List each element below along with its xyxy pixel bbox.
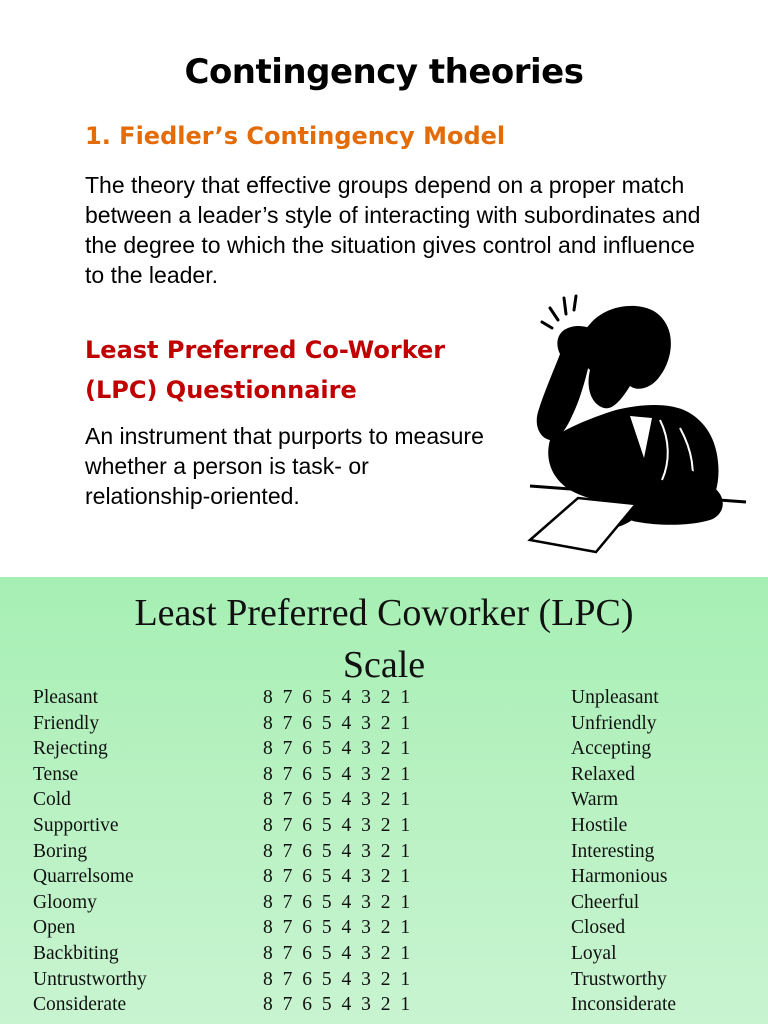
definition-paragraph: The theory that effective groups depend on a proper match between a leader’s style of interacting with subordinates and the degree to which the situation gives control and influence to the leader. xyxy=(85,172,701,288)
lpc-heading-line1: Least Preferred Co-Worker xyxy=(85,336,446,364)
rating-numbers: 8 7 6 5 4 3 2 1 xyxy=(263,994,411,1016)
left-adjective: Gloomy xyxy=(33,891,97,913)
right-adjective: Closed xyxy=(571,917,626,939)
scale-row xyxy=(0,762,768,788)
right-adjective: Cheerful xyxy=(571,891,640,913)
section-subtitle: 1. Fiedler’s Contingency Model xyxy=(85,122,506,150)
rating-numbers: 8 7 6 5 4 3 2 1 xyxy=(263,763,411,785)
rating-numbers: 8 7 6 5 4 3 2 1 xyxy=(263,814,411,836)
left-adjective: Considerate xyxy=(33,994,127,1016)
scale-row xyxy=(0,941,768,967)
scale-row xyxy=(0,890,768,916)
lpc-definition-paragraph: An instrument that purports to measure whether a person is task- or relationship-oriented. xyxy=(85,423,484,509)
scale-row xyxy=(0,736,768,762)
rating-numbers: 8 7 6 5 4 3 2 1 xyxy=(263,687,411,708)
left-adjective: Boring xyxy=(33,840,88,862)
scale-rows xyxy=(0,685,768,1018)
right-adjective: Trustworthy xyxy=(571,968,667,990)
scale-row xyxy=(0,915,768,941)
scale-row xyxy=(0,787,768,813)
scale-row xyxy=(0,711,768,737)
right-adjective: Loyal xyxy=(571,942,617,964)
scale-row xyxy=(0,967,768,993)
rating-numbers: 8 7 6 5 4 3 2 1 xyxy=(263,712,411,734)
scale-title-line2: Scale xyxy=(342,644,426,686)
rating-numbers: 8 7 6 5 4 3 2 1 xyxy=(263,789,411,811)
rating-numbers: 8 7 6 5 4 3 2 1 xyxy=(263,840,411,862)
left-adjective: Open xyxy=(33,917,76,939)
left-adjective: Untrustworthy xyxy=(33,968,147,990)
right-adjective: Inconsiderate xyxy=(571,994,677,1016)
lpc-heading-line2: (LPC) Questionnaire xyxy=(85,376,357,404)
page-title: Contingency theories xyxy=(184,52,584,92)
rating-numbers: 8 7 6 5 4 3 2 1 xyxy=(263,917,411,939)
lpc-heading xyxy=(85,330,505,410)
scale-row xyxy=(0,839,768,865)
left-adjective: Friendly xyxy=(33,712,100,734)
right-adjective: Accepting xyxy=(571,738,652,760)
left-adjective: Rejecting xyxy=(33,738,108,760)
rating-numbers: 8 7 6 5 4 3 2 1 xyxy=(263,738,411,760)
scale-row xyxy=(0,813,768,839)
right-adjective: Relaxed xyxy=(571,763,635,785)
right-adjective: Hostile xyxy=(571,814,628,836)
left-adjective: Supportive xyxy=(33,814,119,836)
rating-numbers: 8 7 6 5 4 3 2 1 xyxy=(263,891,411,913)
right-adjective: Warm xyxy=(571,789,619,811)
scale-row xyxy=(0,864,768,890)
left-adjective: Tense xyxy=(33,763,79,785)
left-adjective: Backbiting xyxy=(33,942,119,964)
scale-row xyxy=(0,992,768,1018)
scale-title-line1: Least Preferred Coworker (LPC) xyxy=(134,592,634,634)
left-adjective: Cold xyxy=(33,789,71,811)
right-adjective: Unpleasant xyxy=(571,687,659,708)
rating-numbers: 8 7 6 5 4 3 2 1 xyxy=(263,968,411,990)
right-adjective: Harmonious xyxy=(571,866,668,888)
rating-numbers: 8 7 6 5 4 3 2 1 xyxy=(263,866,411,888)
rating-numbers: 8 7 6 5 4 3 2 1 xyxy=(263,942,411,964)
left-adjective: Pleasant xyxy=(33,687,98,708)
lpc-scale-panel xyxy=(0,577,768,1024)
right-adjective: Unfriendly xyxy=(571,712,657,734)
stressed-woman-at-desk-icon xyxy=(520,290,750,560)
scale-title xyxy=(0,587,768,691)
scale-row xyxy=(0,685,768,711)
right-adjective: Interesting xyxy=(571,840,655,862)
left-adjective: Quarrelsome xyxy=(33,866,134,888)
